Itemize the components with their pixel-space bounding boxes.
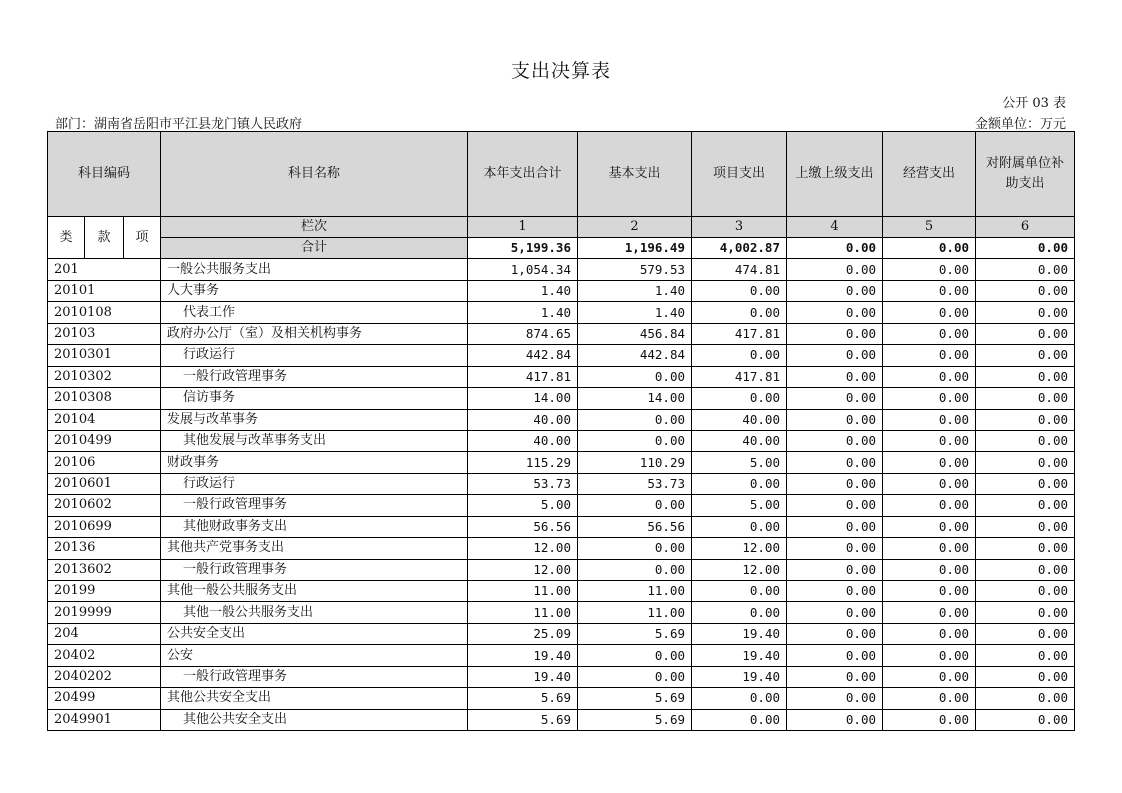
- row-value: 19.40: [468, 645, 578, 666]
- row-value: 0.00: [883, 323, 976, 344]
- row-value: 0.00: [787, 366, 883, 387]
- row-value: 5.00: [692, 452, 787, 473]
- row-value: 0.00: [787, 409, 883, 430]
- row-name: 公安: [161, 645, 468, 666]
- row-value: 0.00: [787, 473, 883, 494]
- table-row: [48, 259, 1075, 280]
- department-label: 部门：湖南省岳阳市平江县龙门镇人民政府: [55, 117, 303, 132]
- table-row: [48, 538, 1075, 559]
- row-value: 53.73: [468, 473, 578, 494]
- row-value: 0.00: [976, 559, 1075, 580]
- row-value: 0.00: [883, 388, 976, 409]
- row-value: 0.00: [883, 538, 976, 559]
- row-name: 其他发展与改革事务支出: [161, 430, 468, 451]
- row-name: 一般行政管理事务: [161, 495, 468, 516]
- row-value: 40.00: [692, 430, 787, 451]
- row-value: 0.00: [787, 688, 883, 709]
- column-index-label: 栏次: [161, 217, 468, 238]
- total-value: 0.00: [976, 238, 1075, 259]
- row-value: 0.00: [883, 495, 976, 516]
- row-value: 0.00: [883, 473, 976, 494]
- row-value: 56.56: [578, 516, 692, 537]
- row-value: 0.00: [976, 452, 1075, 473]
- row-value: 0.00: [883, 366, 976, 387]
- header-code: 科目编码: [48, 132, 161, 217]
- header-project: 项目支出: [692, 132, 787, 217]
- row-value: 0.00: [883, 602, 976, 623]
- row-value: 0.00: [692, 602, 787, 623]
- total-value: 1,196.49: [578, 238, 692, 259]
- row-name: 一般行政管理事务: [161, 366, 468, 387]
- row-value: 0.00: [976, 645, 1075, 666]
- row-value: 0.00: [787, 430, 883, 451]
- row-value: 579.53: [578, 259, 692, 280]
- header-kuan: 款: [85, 217, 124, 259]
- table-row: [48, 366, 1075, 387]
- row-value: 0.00: [976, 666, 1075, 687]
- row-value: 0.00: [883, 302, 976, 323]
- row-value: 0.00: [692, 709, 787, 730]
- column-index-5: 5: [883, 217, 976, 238]
- row-value: 115.29: [468, 452, 578, 473]
- row-name: 其他财政事务支出: [161, 516, 468, 537]
- row-value: 19.40: [692, 666, 787, 687]
- row-value: 0.00: [883, 645, 976, 666]
- page-title: 支出决算表: [510, 60, 611, 82]
- row-value: 0.00: [883, 452, 976, 473]
- row-value: 0.00: [692, 581, 787, 602]
- total-value: 4,002.87: [692, 238, 787, 259]
- row-value: 0.00: [976, 709, 1075, 730]
- row-value: 0.00: [692, 345, 787, 366]
- row-code: 2010601: [48, 473, 161, 494]
- row-value: 0.00: [787, 516, 883, 537]
- column-index-2: 2: [578, 217, 692, 238]
- row-value: 12.00: [692, 559, 787, 580]
- row-value: 0.00: [976, 538, 1075, 559]
- row-value: 0.00: [883, 581, 976, 602]
- total-value: 0.00: [883, 238, 976, 259]
- row-value: 0.00: [787, 581, 883, 602]
- row-value: 11.00: [468, 581, 578, 602]
- row-value: 0.00: [883, 709, 976, 730]
- row-name: 其他一般公共服务支出: [161, 581, 468, 602]
- row-code: 2010499: [48, 430, 161, 451]
- row-name: 人大事务: [161, 280, 468, 301]
- table-row: [48, 516, 1075, 537]
- table-row: [48, 430, 1075, 451]
- row-value: 0.00: [976, 388, 1075, 409]
- row-value: 442.84: [578, 345, 692, 366]
- row-value: 0.00: [692, 388, 787, 409]
- header-name: 科目名称: [161, 132, 468, 217]
- row-value: 0.00: [976, 345, 1075, 366]
- row-value: 0.00: [883, 259, 976, 280]
- row-value: 53.73: [578, 473, 692, 494]
- row-value: 0.00: [578, 366, 692, 387]
- row-name: 其他共产党事务支出: [161, 538, 468, 559]
- table-row: [48, 452, 1075, 473]
- row-value: 417.81: [692, 366, 787, 387]
- row-value: 19.40: [692, 645, 787, 666]
- row-value: 0.00: [787, 323, 883, 344]
- row-value: 0.00: [787, 666, 883, 687]
- row-value: 40.00: [468, 409, 578, 430]
- row-value: 5.69: [578, 688, 692, 709]
- table-row: [48, 345, 1075, 366]
- row-name: 一般行政管理事务: [161, 559, 468, 580]
- row-code: 20136: [48, 538, 161, 559]
- row-value: 0.00: [976, 623, 1075, 644]
- row-value: 0.00: [692, 280, 787, 301]
- amount-unit-label: 金额单位：万元: [974, 117, 1066, 132]
- row-code: 20103: [48, 323, 161, 344]
- row-code: 20106: [48, 452, 161, 473]
- row-value: 0.00: [976, 366, 1075, 387]
- row-code: 20101: [48, 280, 161, 301]
- row-value: 0.00: [787, 623, 883, 644]
- row-value: 5.69: [578, 623, 692, 644]
- row-code: 20402: [48, 645, 161, 666]
- row-code: 2010108: [48, 302, 161, 323]
- row-name: 其他一般公共服务支出: [161, 602, 468, 623]
- header-row: [48, 132, 1075, 217]
- row-value: 0.00: [787, 452, 883, 473]
- row-name: 行政运行: [161, 473, 468, 494]
- row-value: 0.00: [578, 666, 692, 687]
- row-value: 0.00: [976, 302, 1075, 323]
- row-value: 11.00: [468, 602, 578, 623]
- row-code: 20104: [48, 409, 161, 430]
- row-value: 0.00: [787, 345, 883, 366]
- row-value: 0.00: [883, 623, 976, 644]
- column-index-4: 4: [787, 217, 883, 238]
- row-code: 2013602: [48, 559, 161, 580]
- table-row: [48, 623, 1075, 644]
- row-value: 0.00: [578, 645, 692, 666]
- column-index-1: 1: [468, 217, 578, 238]
- row-value: 0.00: [787, 388, 883, 409]
- row-value: 5.69: [468, 709, 578, 730]
- row-name: 公共安全支出: [161, 623, 468, 644]
- table-row: [48, 323, 1075, 344]
- row-value: 0.00: [883, 345, 976, 366]
- table-row: [48, 495, 1075, 516]
- table-row: [48, 409, 1075, 430]
- table-row: [48, 709, 1075, 730]
- row-code: 2019999: [48, 602, 161, 623]
- row-value: 0.00: [883, 280, 976, 301]
- row-name: 代表工作: [161, 302, 468, 323]
- row-value: 1.40: [468, 302, 578, 323]
- row-value: 56.56: [468, 516, 578, 537]
- row-name: 发展与改革事务: [161, 409, 468, 430]
- header-operating: 经营支出: [883, 132, 976, 217]
- row-value: 0.00: [578, 409, 692, 430]
- row-code: 2010302: [48, 366, 161, 387]
- row-value: 1,054.34: [468, 259, 578, 280]
- row-value: 0.00: [976, 495, 1075, 516]
- total-value: 5,199.36: [468, 238, 578, 259]
- row-value: 0.00: [883, 409, 976, 430]
- row-value: 417.81: [692, 323, 787, 344]
- row-value: 456.84: [578, 323, 692, 344]
- header-remit: 上缴上级支出: [787, 132, 883, 217]
- row-value: 0.00: [692, 302, 787, 323]
- column-number-row: [48, 217, 1075, 238]
- row-value: 14.00: [578, 388, 692, 409]
- row-value: 5.69: [578, 709, 692, 730]
- row-value: 0.00: [976, 602, 1075, 623]
- row-value: 0.00: [692, 688, 787, 709]
- row-value: 0.00: [976, 688, 1075, 709]
- row-value: 0.00: [787, 559, 883, 580]
- row-value: 0.00: [883, 430, 976, 451]
- table-row: [48, 688, 1075, 709]
- row-code: 2010699: [48, 516, 161, 537]
- row-value: 0.00: [976, 581, 1075, 602]
- row-value: 0.00: [787, 495, 883, 516]
- row-value: 0.00: [787, 602, 883, 623]
- table-row: [48, 581, 1075, 602]
- row-name: 其他公共安全支出: [161, 709, 468, 730]
- row-code: 20499: [48, 688, 161, 709]
- row-code: 204: [48, 623, 161, 644]
- row-value: 0.00: [976, 430, 1075, 451]
- row-value: 0.00: [692, 473, 787, 494]
- table-row: [48, 645, 1075, 666]
- row-value: 0.00: [787, 280, 883, 301]
- row-value: 0.00: [578, 495, 692, 516]
- row-value: 0.00: [578, 559, 692, 580]
- table-row: [48, 280, 1075, 301]
- row-value: 12.00: [468, 538, 578, 559]
- row-value: 5.69: [468, 688, 578, 709]
- row-value: 25.09: [468, 623, 578, 644]
- row-value: 0.00: [976, 323, 1075, 344]
- row-code: 2040202: [48, 666, 161, 687]
- row-value: 19.40: [468, 666, 578, 687]
- total-value: 0.00: [787, 238, 883, 259]
- row-value: 11.00: [578, 581, 692, 602]
- row-value: 14.00: [468, 388, 578, 409]
- row-value: 40.00: [468, 430, 578, 451]
- row-value: 0.00: [578, 538, 692, 559]
- row-value: 474.81: [692, 259, 787, 280]
- table-row: [48, 602, 1075, 623]
- row-value: 0.00: [787, 645, 883, 666]
- expenditure-table: [47, 131, 1075, 731]
- table-row: [48, 473, 1075, 494]
- row-name: 财政事务: [161, 452, 468, 473]
- column-index-6: 6: [976, 217, 1075, 238]
- header-xiang: 项: [124, 217, 161, 259]
- row-value: 0.00: [787, 709, 883, 730]
- row-code: 201: [48, 259, 161, 280]
- form-number: 公开 03 表: [1002, 96, 1066, 111]
- row-value: 110.29: [578, 452, 692, 473]
- column-index-3: 3: [692, 217, 787, 238]
- table-row: [48, 559, 1075, 580]
- row-code: 2049901: [48, 709, 161, 730]
- row-value: 0.00: [976, 280, 1075, 301]
- row-value: 12.00: [468, 559, 578, 580]
- total-row: [48, 238, 1075, 259]
- table-row: [48, 302, 1075, 323]
- row-value: 0.00: [976, 473, 1075, 494]
- row-value: 0.00: [883, 688, 976, 709]
- row-value: 0.00: [976, 259, 1075, 280]
- row-value: 12.00: [692, 538, 787, 559]
- row-value: 0.00: [976, 409, 1075, 430]
- table-row: [48, 388, 1075, 409]
- row-value: 417.81: [468, 366, 578, 387]
- row-value: 11.00: [578, 602, 692, 623]
- row-value: 874.65: [468, 323, 578, 344]
- row-value: 0.00: [976, 516, 1075, 537]
- header-subsidy: 对附属单位补助支出: [976, 132, 1075, 217]
- row-value: 0.00: [578, 430, 692, 451]
- row-value: 1.40: [468, 280, 578, 301]
- row-name: 一般公共服务支出: [161, 259, 468, 280]
- row-code: 2010301: [48, 345, 161, 366]
- header-basic: 基本支出: [578, 132, 692, 217]
- row-code: 2010602: [48, 495, 161, 516]
- row-name: 政府办公厅（室）及相关机构事务: [161, 323, 468, 344]
- row-value: 0.00: [883, 516, 976, 537]
- row-value: 5.00: [468, 495, 578, 516]
- row-code: 2010308: [48, 388, 161, 409]
- row-value: 0.00: [692, 516, 787, 537]
- row-value: 0.00: [883, 559, 976, 580]
- row-value: 5.00: [692, 495, 787, 516]
- row-value: 442.84: [468, 345, 578, 366]
- row-value: 1.40: [578, 280, 692, 301]
- row-name: 行政运行: [161, 345, 468, 366]
- total-label: 合计: [161, 238, 468, 259]
- row-name: 信访事务: [161, 388, 468, 409]
- row-value: 1.40: [578, 302, 692, 323]
- row-name: 其他公共安全支出: [161, 688, 468, 709]
- header-lei: 类: [48, 217, 85, 259]
- row-value: 0.00: [787, 302, 883, 323]
- row-value: 19.40: [692, 623, 787, 644]
- row-value: 0.00: [787, 538, 883, 559]
- row-name: 一般行政管理事务: [161, 666, 468, 687]
- header-total: 本年支出合计: [468, 132, 578, 217]
- row-value: 0.00: [883, 666, 976, 687]
- table-row: [48, 666, 1075, 687]
- row-value: 40.00: [692, 409, 787, 430]
- row-code: 20199: [48, 581, 161, 602]
- row-value: 0.00: [787, 259, 883, 280]
